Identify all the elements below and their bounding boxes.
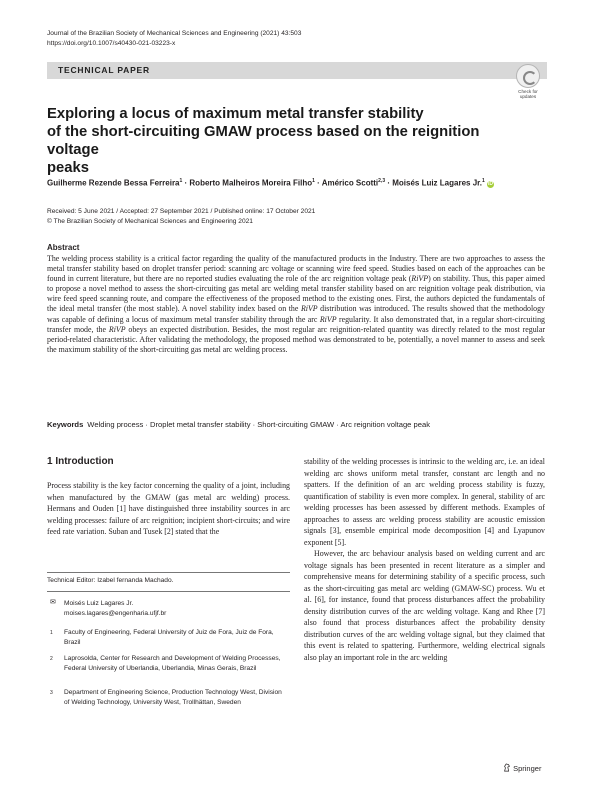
author-name[interactable]: Américo Scotti xyxy=(321,178,379,188)
journal-citation: Journal of the Brazilian Society of Mechanical Sciences and Engineering (2021) 43:503 xyxy=(47,30,302,37)
author-affiliation-mark: 1 xyxy=(312,178,315,184)
publisher-name: Springer xyxy=(513,764,542,773)
title-line2: of the short-circuiting GMAW process based on the reignition voltage xyxy=(47,124,480,158)
keywords-list: Welding process · Droplet metal transfer stability · Short-circuiting GMAW · Arc reignition voltage peak xyxy=(87,420,430,429)
affiliation-2: 2 Laprosolda, Center for Research and Development of Welding Processes, Federal University of Uberlandia, Uberlandia, Minas Gerais, Brazil xyxy=(64,654,284,674)
paragraph: However, the arc behaviour analysis based on welding current and arc voltage signals has been presented in recent literature as a simpler and comprehensive means for determining stability of a specific process, such as the short-circuiting gas metal arc welding (GMAW-SC) process. Wu et al. [6], for instance, found that process disturbances affect the probability density distribution curves of the arc welding voltage. Kang and Rhee [7] also found that process disturbances affect the probability density distribution curves of the arc welding voltage signal, but they claimed that this event is related to spattering. Furthermore, welding electrical signals also play an important role in the arc welding xyxy=(304,549,545,662)
dates-line: Received: 5 June 2021 / Accepted: 27 September 2021 / Published online: 17 October 2021 xyxy=(47,208,316,215)
badge-line1: Check for xyxy=(518,89,538,94)
affiliation-text: Department of Engineering Science, Production Technology West, Division of Welding Technology, University West, Trollhättan, Sweden xyxy=(64,689,282,706)
check-for-updates-icon xyxy=(516,64,540,88)
author-affiliation-mark: 2,3 xyxy=(378,178,386,184)
corresponding-author xyxy=(50,599,284,619)
affiliation-1: 1 Faculty of Engineering, Federal University of Juiz de Fora, Juiz de Fora, Brazil xyxy=(64,628,284,648)
abstract-heading: Abstract xyxy=(47,243,80,252)
author-affiliation-mark: 1 xyxy=(179,178,183,184)
orcid-icon[interactable]: iD xyxy=(488,180,494,187)
paper-title xyxy=(47,105,527,177)
affiliation-3: 3 Department of Engineering Science, Production Technology West, Division of Welding Technology, University West, Trollhättan, Sweden xyxy=(64,688,284,708)
springer-horse-icon xyxy=(503,763,511,772)
footnote-divider xyxy=(47,591,290,592)
author-name[interactable]: Moisés Luiz Lagares Jr. xyxy=(392,178,483,188)
footnote-divider xyxy=(47,572,290,573)
journal-header xyxy=(47,29,301,49)
badge-line2: updates xyxy=(519,94,537,99)
corresponding-name: Moisés Luiz Lagares Jr. xyxy=(64,600,134,607)
copyright-line: © The Brazilian Society of Mechanical Sciences and Engineering 2021 xyxy=(47,218,253,225)
affiliation-text: Laprosolda, Center for Research and Development of Welding Processes, Federal University of Uberlandia, Uberlandia, Minas Gerais, Brazil xyxy=(64,655,281,672)
paragraph: stability of the welding processes is intrinsic to the welding arc, i.e. an ideal welding arc shows uniform metal transfer, constant arc length and no spatters. If the definition of an arc welding process stability is fuzzy, quantification of stability is even more complex. In general, stability of arc welding processes has been assessed by different methods. Examples of approaches to assess arc welding process stability are acoustic emission signals [3], ensemble empirical mode decomposition [4] and Lyapunov exponent [5]. xyxy=(304,457,545,547)
check-for-updates-badge[interactable] xyxy=(512,64,544,100)
intro-right-column xyxy=(304,456,545,663)
author-affiliation-mark: 1 xyxy=(482,178,485,184)
publication-dates xyxy=(47,207,315,227)
author-name[interactable]: Guilherme Rezende Bessa Ferreira xyxy=(47,178,180,188)
paragraph: Process stability is the key factor concerning the quality of a joint, including when manufactured by the GMAW (gas metal arc welding) process. Hermans and Ouden [1] have distinguished three instability sources in arc welding processes: failure of arc reignition; incipient short-circuits; and wire feed rate variation. Suban and Tusek [2] stated that the xyxy=(47,481,290,536)
intro-left-column xyxy=(47,480,290,538)
technical-editor-note: Technical Editor: Izabel fernanda Machado. xyxy=(47,577,174,584)
publisher-logo xyxy=(503,763,541,773)
keywords-label: Keywords xyxy=(47,420,84,429)
envelope-icon: ✉ xyxy=(50,599,56,606)
section-label: TECHNICAL PAPER xyxy=(58,65,150,75)
author-name[interactable]: Roberto Malheiros Moreira Filho xyxy=(189,178,313,188)
corresponding-email[interactable]: moises.lagares@engenharia.ufjf.br xyxy=(64,610,167,617)
author-list: Guilherme Rezende Bessa Ferreira$^1$ · Roberto Malheiros Moreira Filho$^1$ · Américo Scotti$^{2,3}$ · Moisés Luiz Lagares Jr.$^1$ iD xyxy=(47,178,494,188)
affiliation-text: Faculty of Engineering, Federal University of Juiz de Fora, Juiz de Fora, Brazil xyxy=(64,629,274,646)
title-line3: peaks xyxy=(47,160,89,176)
section-heading-introduction: 1 Introduction xyxy=(47,456,114,467)
keywords xyxy=(47,420,545,429)
abstract-text: The welding process stability is a critical factor regarding the quality of the manufactured products in the Industry. There are two approaches to assess the metal transfer stability based on droplet transfer period: scanning arc voltage or scanning wire feed speed. Studies based on each of the approaches can be found in current literature, but there are no reported studies evaluating the role of the arc reignition voltage peak (RiVP) on stability. Thus, this paper aimed to propose a novel method to assess the short-circuiting gas metal arc welding metal transfer stability based on arc reignition voltage peak distribution, via wire feed speed scanning route, and compare the effectiveness of the proposed method to the existing ones. First, the authors depicted the fundamentals of the ideal metal transfer (the most stable). A novel stability index based on the RiVP distribution was introduced. The results showed that the methodology was capable of defining a locus of maximum metal transfer stability through the arc RiVP regularity. It also demonstrated that, in a regular short-circuiting transfer mode, the RiVP obeys an expected distribution. Besides, the most regular arc reignition-related quantity was directly related to the most regular period-related characteristic. After validating the methodology, the proposed method was demonstrated to be, potentially, a novel manner to assess and seek the maximum stability of the short-circuiting gas metal arc welding process. xyxy=(47,254,545,354)
title-line1: Exploring a locus of maximum metal transfer stability xyxy=(47,106,424,122)
doi-link[interactable]: https://doi.org/10.1007/s40430-021-03223-x xyxy=(47,40,176,47)
